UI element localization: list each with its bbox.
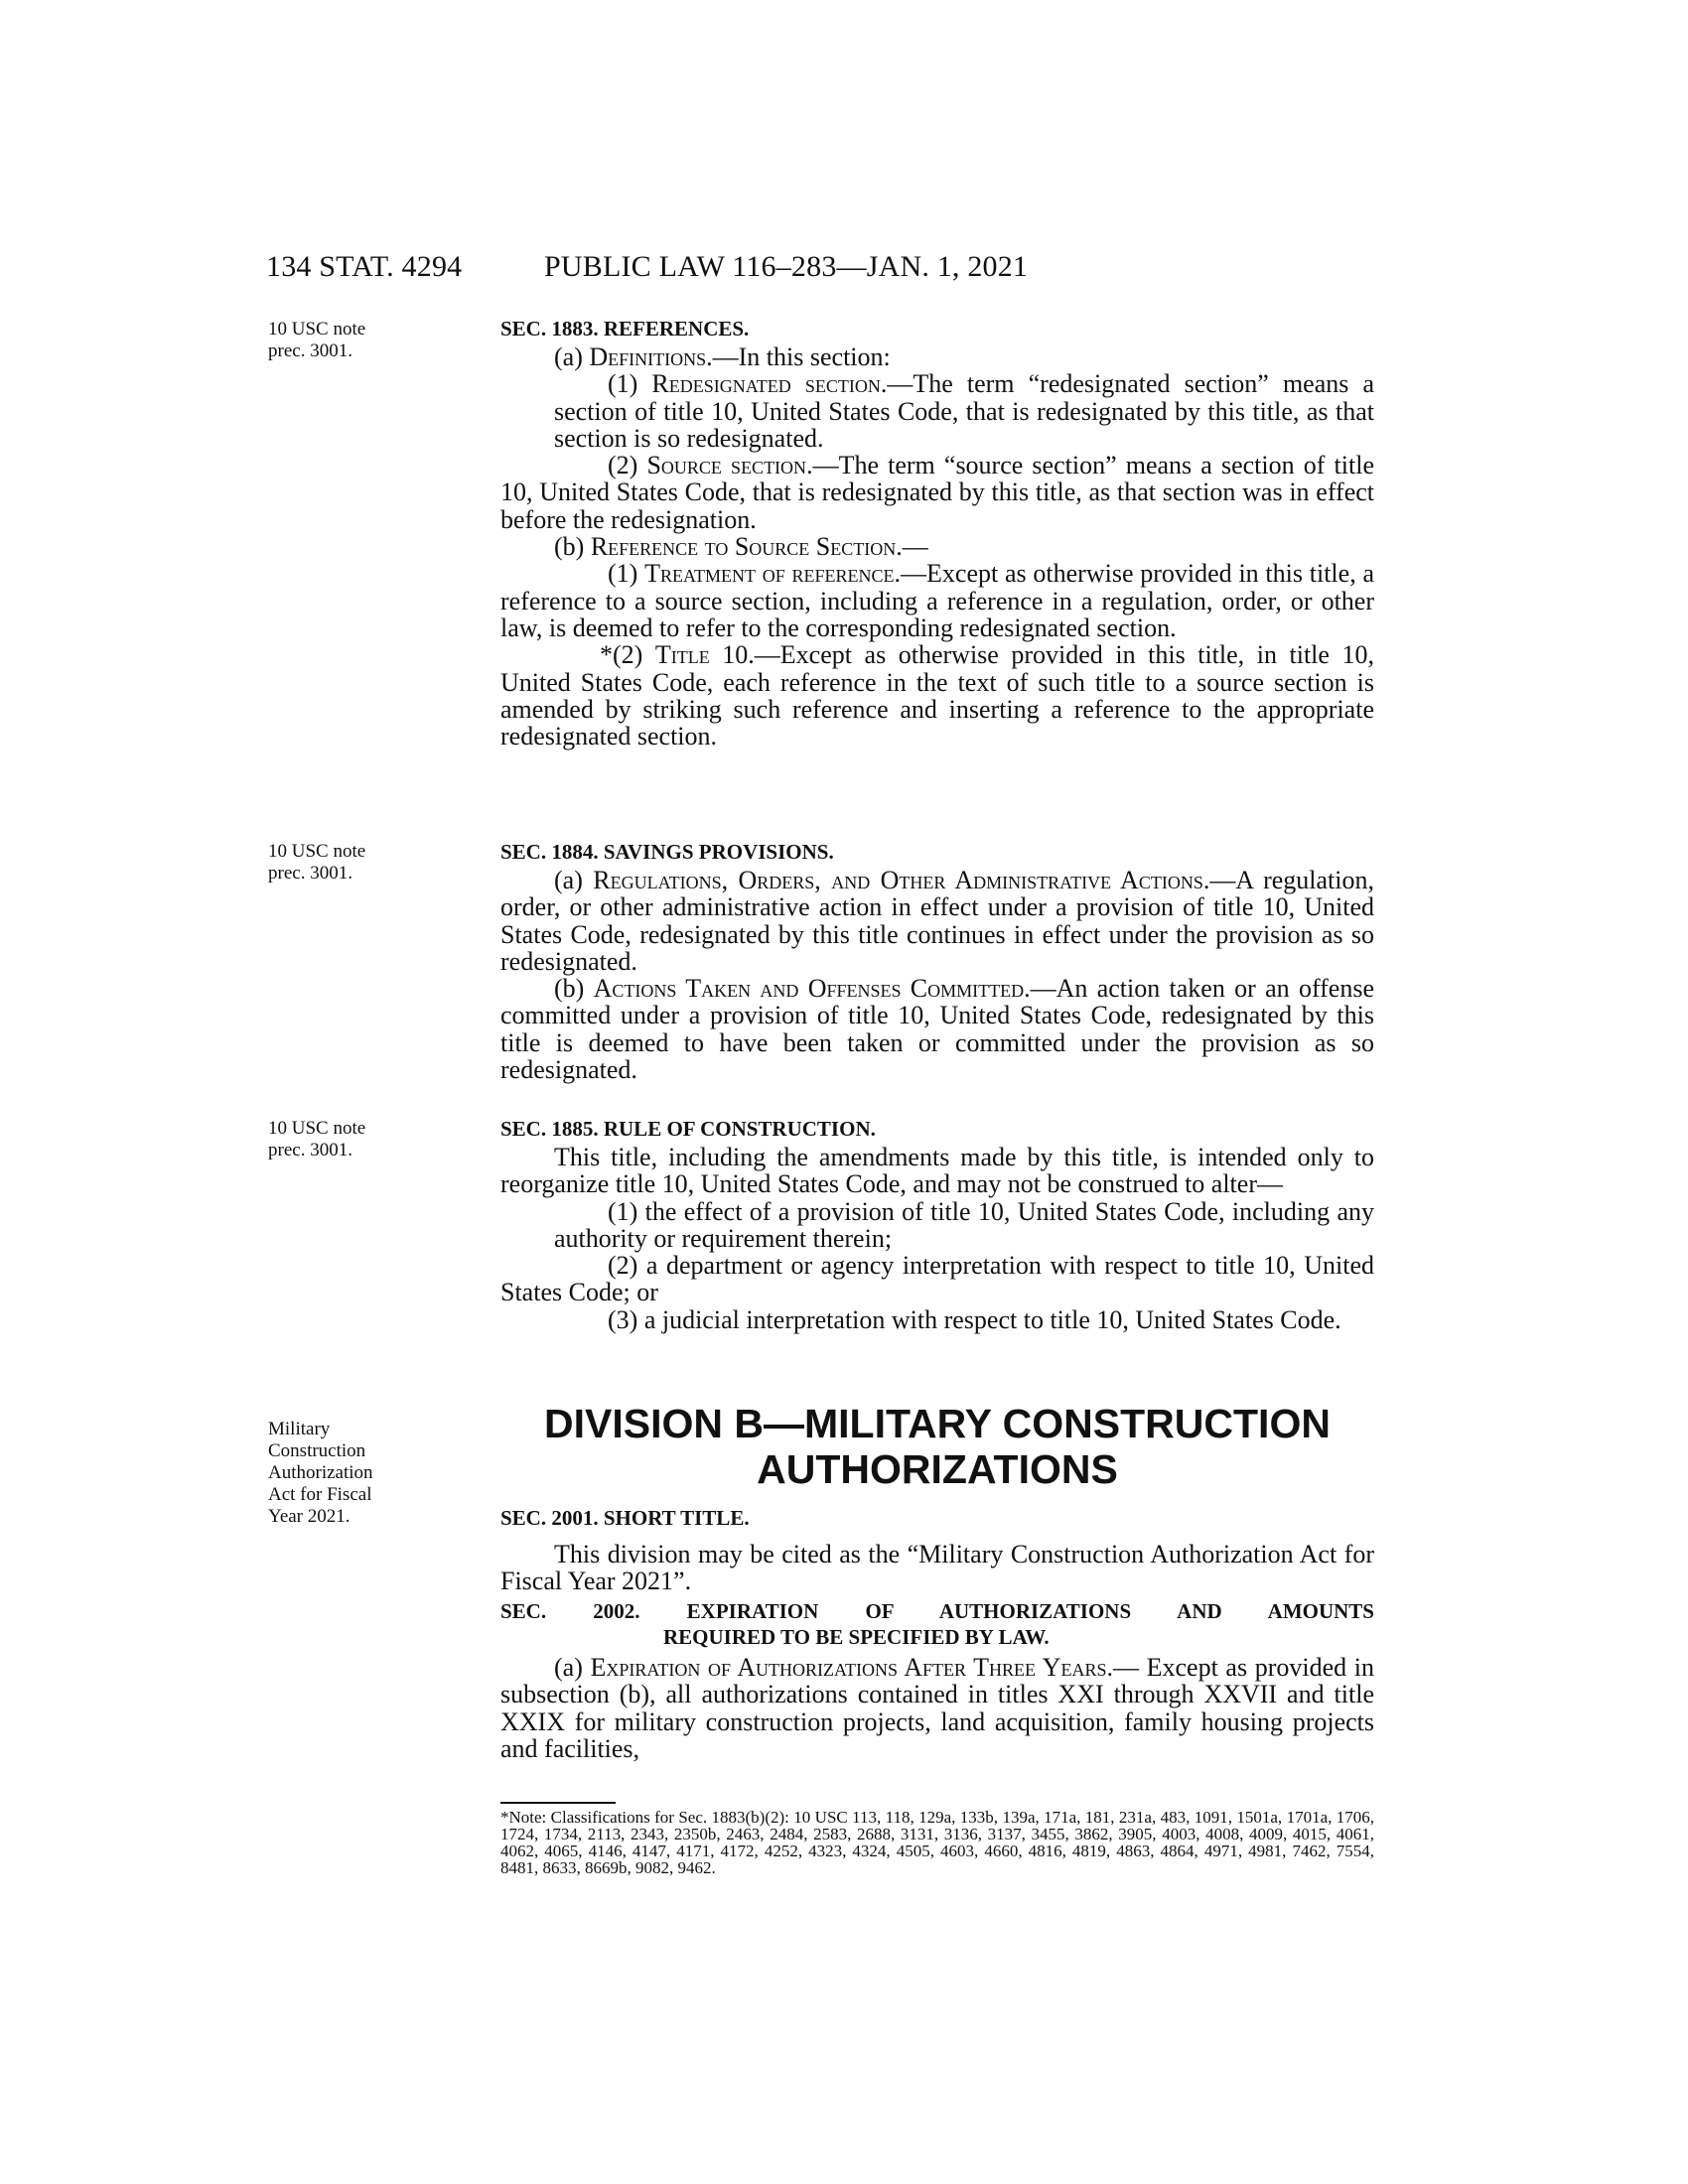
margin-note-line: 10 USC note: [268, 319, 366, 340]
section-heading: SEC. 1885. RULE OF CONSTRUCTION.: [500, 1117, 876, 1141]
section-2002: [500, 1598, 1374, 1762]
margin-note-line: Act for Fiscal: [268, 1484, 372, 1505]
paragraph-b2: *(2) Title 10.—Except as otherwise provided in this title, in title 10, United States Code, each reference in the text of such title to a source section is amended by striking such reference and inserting a reference to the appropriate redesignated section.: [500, 640, 1374, 751]
margin-note-1883: [268, 319, 442, 362]
section-heading: SEC. 1883. REFERENCES.: [500, 317, 750, 341]
footnote: *Note: Classifications for Sec. 1883(b)(2): 10 USC 113, 118, 129a, 133b, 139a, 171a, 181, 231a, 483, 1091, 1501a, 1701a, 1706, 1724, 1734, 2113, 2343, 2350b, 2463, 2484, 2583, 2688, 3131, 3136, 3137, 3455, 3862, 3905, 4003, 4008, 4009, 4015, 4061, 4062, 4065, 4146, 4147, 4171, 4172, 4252, 4323, 4324, 4505, 4603, 4660, 4816, 4819, 4863, 4864, 4971, 4981, 7462, 7554, 8481, 8633, 8669b, 9082, 9462.: [500, 1808, 1374, 1877]
paragraph-item-2: (2) a department or agency interpretation with respect to title 10, United States Code; or: [500, 1251, 1374, 1307]
section-2001: [500, 1505, 1374, 1595]
margin-note-line: prec. 3001.: [268, 863, 352, 884]
paragraph-b: (b) Actions Taken and Offenses Committed.—An action taken or an offense committed under a provision of title 10, United States Code, redesignated by this title is deemed to have been taken or committed under the provision as so redesignated.: [500, 974, 1374, 1085]
section-1885: [500, 1116, 1374, 1333]
paragraph-intro: This title, including the amendments made by this title, is intended only to reorganize title 10, United States Code, and may not be construed to alter—: [500, 1143, 1374, 1199]
paragraph-b1: (1) Treatment of reference.—Except as otherwise provided in this title, a reference to a source section, including a reference in a regulation, order, or other law, is deemed to refer to the corresponding redesignated section.: [500, 559, 1374, 642]
margin-note-line: 10 USC note: [268, 841, 366, 862]
margin-note-line: Construction: [268, 1440, 366, 1461]
division-title: [500, 1401, 1374, 1492]
section-heading: SEC. 1884. SAVINGS PROVISIONS.: [500, 840, 834, 864]
division-title-line: AUTHORIZATIONS: [757, 1446, 1118, 1492]
margin-note-line: prec. 3001.: [268, 341, 352, 361]
paragraph-b: (b) Reference to Source Section.—: [554, 532, 928, 562]
section-1883: [500, 316, 1374, 750]
margin-note-line: Military: [268, 1419, 331, 1439]
section-heading-cont: REQUIRED TO BE SPECIFIED BY LAW.: [663, 1625, 1050, 1649]
margin-note-1885: [268, 1118, 442, 1161]
paragraph-a: (a) Definitions.—In this section:: [554, 342, 891, 371]
margin-note-line: prec. 3001.: [268, 1140, 352, 1160]
margin-note-1884: [268, 841, 442, 885]
paragraph-item-1: (1) the effect of a provision of title 10, United States Code, including any authority or requirement therein;: [554, 1196, 1374, 1253]
paragraph-a: (a) Regulations, Orders, and Other Administrative Actions.—A regulation, order, or other administrative action in effect under a provision of title 10, United States Code, redesignated by this title continues in effect under the provision as so redesignated.: [500, 866, 1374, 976]
footnote-rule: [500, 1802, 616, 1804]
margin-note-line: 10 USC note: [268, 1118, 366, 1139]
paragraph-a: (a) Expiration of Authorizations After Three Years.— Except as provided in subsection (b), all authorizations contained in titles XXI through XXVII and title XXIX for military construction projects, land acquisition, family housing projects and facilities,: [500, 1653, 1374, 1763]
paragraph-a1: (1) Redesignated section.—The term “redesignated section” means a section of title 10, United States Code, that is redesignated by this title, as that section is so redesignated.: [554, 369, 1375, 453]
margin-note-division-b: [268, 1419, 442, 1528]
running-header: PUBLIC LAW 116–283—JAN. 1, 2021: [544, 250, 1029, 283]
paragraph-item-3: (3) a judicial interpretation with respect to title 10, United States Code.: [608, 1304, 1341, 1334]
paragraph-a2: (2) Source section.—The term “source section” means a section of title 10, United States Code, that is redesignated by this title, as that section was in effect before the redesignation.: [500, 451, 1374, 534]
margin-note-line: Authorization: [268, 1462, 373, 1483]
section-1884: [500, 839, 1374, 1083]
section-heading: SEC. 2002. EXPIRATION OF AUTHORIZATIONS AND AMOUNTS: [500, 1599, 1374, 1623]
margin-note-line: Year 2021.: [268, 1506, 351, 1527]
division-title-line: DIVISION B—MILITARY CONSTRUCTION: [544, 1401, 1331, 1446]
paragraph-short-title: This division may be cited as the “Military Construction Authorization Act for Fiscal Year 2021”.: [500, 1540, 1374, 1596]
section-heading: SEC. 2001. SHORT TITLE.: [500, 1506, 750, 1530]
page-stat-number: 134 STAT. 4294: [266, 250, 463, 283]
